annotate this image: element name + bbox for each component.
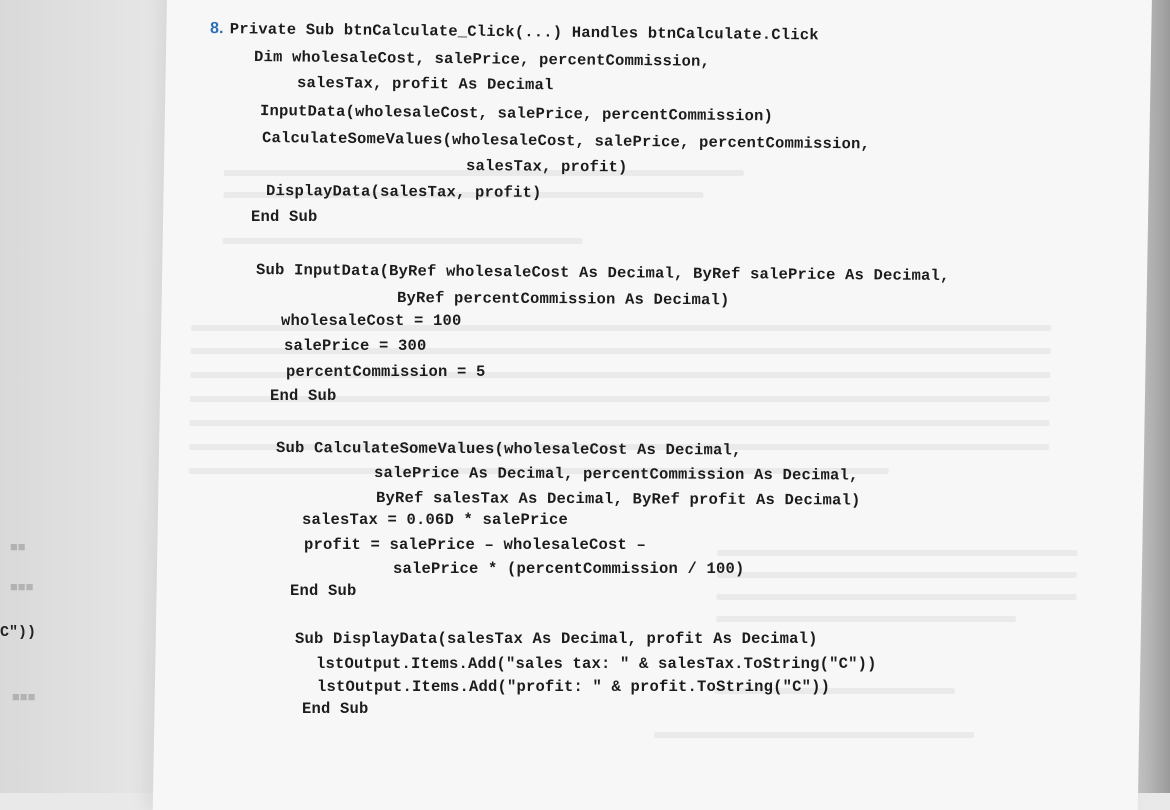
code-line-3: salesTax, profit As Decimal: [296, 74, 554, 95]
code-line-9: Sub InputData(ByRef wholesaleCost As Decimal, ByRef salePrice As Decimal,: [255, 261, 950, 286]
code-line-16: salePrice As Decimal, percentCommission As Decimal,: [373, 464, 859, 485]
code-line-23: lstOutput.Items.Add("sales tax: " & salesTax.ToString("C")): [316, 655, 877, 673]
code-line-22: Sub DisplayData(salesTax As Decimal, profit As Decimal): [295, 630, 818, 648]
code-line-21: End Sub: [290, 582, 357, 600]
code-line-18: salesTax = 0.06D * salePrice: [302, 511, 569, 529]
code-line-15: Sub CalculateSomeValues(wholesaleCost As Decimal,: [275, 439, 742, 460]
adjacent-page-shadow-2: ■■■: [10, 580, 34, 595]
code-line-2: Dim wholesaleCost, salePrice, percentCommission,: [253, 48, 711, 71]
code-line-5: CalculateSomeValues(wholesaleCost, salePrice, percentCommission,: [261, 129, 871, 154]
code-line-19: profit = salePrice – wholesaleCost –: [304, 536, 647, 554]
code-line-14: End Sub: [270, 387, 337, 405]
code-line-17: ByRef salesTax As Decimal, ByRef profit As Decimal): [375, 489, 861, 510]
code-line-8: End Sub: [251, 208, 318, 226]
adjacent-page-shadow-3: ■■■: [12, 690, 36, 705]
code-line-7: DisplayData(salesTax, profit): [265, 182, 542, 202]
adjacent-page-shadow-1: ■■: [10, 540, 26, 555]
code-line-10: ByRef percentCommission As Decimal): [396, 289, 730, 310]
code-line-25: End Sub: [302, 700, 369, 718]
code-line-13: percentCommission = 5: [286, 363, 486, 381]
exercise-number: 8.: [209, 20, 224, 38]
code-line-12: salePrice = 300: [284, 337, 427, 355]
code-line-11: wholesaleCost = 100: [281, 312, 462, 330]
code-line-1: 8. Private Sub btnCalculate_Click(...) Handles btnCalculate.Click: [209, 20, 819, 45]
code-line-6: salesTax, profit): [465, 157, 628, 177]
code-line-24: lstOutput.Items.Add("profit: " & profit.ToString("C")): [317, 678, 831, 696]
adjacent-page-fragment: C")): [0, 624, 37, 641]
code-line-20: salePrice * (percentCommission / 100): [393, 560, 745, 578]
code-line-4: InputData(wholesaleCost, salePrice, percentCommission): [259, 102, 774, 126]
